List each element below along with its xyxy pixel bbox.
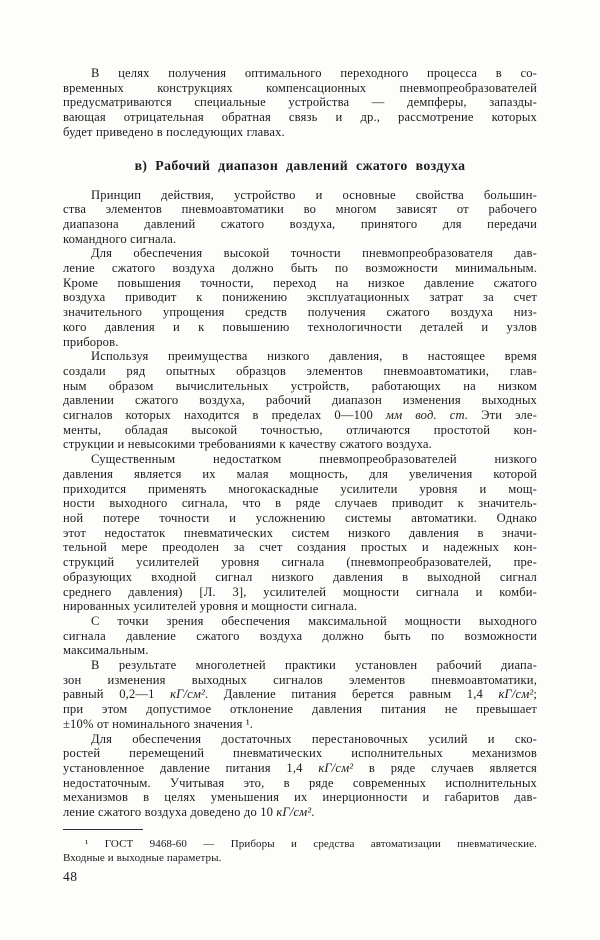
text-line: ление сжатого воздуха должно быть по возможности минимальным. (63, 261, 537, 276)
text-line: ным образом вычислительных устройств, работающих на низком (63, 378, 537, 393)
text-line: диапазона давлений сжатого воздуха, принятого для передачи (63, 216, 537, 231)
text-line: Существенным недостатком пневмопреобразователей низкого (91, 452, 537, 467)
text-line: приборов. (63, 334, 119, 349)
section-heading: в) Рабочий диапазон давлений сжатого воздуха (134, 157, 466, 173)
text-line: этот недостаток пневматических систем низкого давления в значи- (63, 525, 537, 540)
text-line: установленное давление питания 1,4 кГ/см² в ряде случаев является (63, 760, 537, 775)
text-line: значительного упрощения средств получения сжатого воздуха низ- (63, 305, 537, 320)
text-line: зон изменения выходных сигналов элементов пневмоавтоматики, (63, 672, 537, 687)
text-line: Для обеспечения достаточных перестановочных усилий и ско- (91, 731, 537, 746)
text-line: ности выходного сигнала, что в ряде случаев приводит к значитель- (63, 496, 537, 511)
text-line: Кроме повышения точности, переход на низкое давление сжатого (63, 275, 537, 290)
text-line: тельной мере преодолен за счет создания простых и надежных кон- (63, 540, 537, 555)
text-line: равный 0,2—1 кГ/см². Давление питания берется равным 1,4 кГ/см²; (63, 687, 537, 702)
paragraph-low-pressure-advantages (63, 349, 537, 452)
text-line: временных конструкциях компенсационных пневмопреобразователей (63, 80, 537, 95)
text-line: кого давления и к повышению технологичности деталей и узлов (63, 319, 537, 334)
text-line: В результате многолетней практики установлен рабочий диапа- (91, 658, 537, 673)
text-line: нированных усилителей уровня и мощности сигнала. (63, 599, 358, 614)
text-line: В целях получения оптимального переходного процесса в со- (91, 66, 537, 80)
text-line: давления является их малая мощность, для увеличения которой (63, 466, 537, 481)
text-line: воздуха приводит к понижению эксплуатационных затрат за счет (63, 290, 537, 305)
text-line: недостаточным. Учитывая это, в ряде современных исполнительных (63, 775, 537, 790)
paragraph-actuators (63, 732, 537, 820)
text-line: максимальным. (63, 643, 149, 658)
text-line: создали ряд опытных образцов элементов пневмоавтоматики, глав- (63, 363, 537, 378)
paragraph-principle (63, 188, 537, 247)
paragraph-intro (63, 66, 537, 140)
text-line: образующих входной сигнал низкого давления в выходной сигнал (63, 569, 537, 584)
text-line: менты, обладая высокой точностью, отличаются простотой кон- (63, 422, 537, 437)
text-line: Входные и выходные параметры. (63, 851, 222, 864)
text-line: приходится применять многокаскадные усилители уровня и мощ- (63, 481, 537, 496)
text-line: при этом допустимое отклонение давления питания не превышает (63, 702, 537, 717)
text-line: струкции и невысокими требованиями к качеству сжатого воздуха. (63, 437, 432, 452)
text-line: предусматриваются специальные устройства — демпферы, запазды- (63, 95, 537, 110)
text-line: ной потере точности и усложнению системы автоматики. Однако (63, 510, 537, 525)
text-line: командного сигнала. (63, 231, 177, 246)
text-line: Для обеспечения высокой точности пневмопреобразователя дав- (91, 246, 537, 261)
text-line: сигнала давление сжатого воздуха должно быть по возможности (63, 628, 537, 643)
text-line: механизмов в целях уменьшения их инерционности и габаритов дав- (63, 790, 537, 805)
text-line: ¹ ГОСТ 9468-60 — Приборы и средства автоматизации пневматические. (85, 837, 537, 850)
paragraph-working-range (63, 658, 537, 732)
text-line: Принцип действия, устройство и основные свойства большин- (91, 187, 537, 202)
text-line: вающая отрицательная обратная связь и др., рассмотрение которых (63, 110, 537, 125)
page-number: 48 (63, 868, 78, 884)
paragraph-accuracy (63, 246, 537, 349)
text-line: ства элементов пневмоавтоматики во многом зависят от рабочего (63, 202, 537, 217)
text-line: давлении сжатого воздуха, рабочий диапазон изменения выходных (63, 393, 537, 408)
text-line: струкций усилителей уровня сигнала (пневмопреобразователей, пре- (63, 555, 537, 570)
text-line: ±10% от номинального значения ¹. (63, 716, 254, 731)
footnote-rule (63, 829, 143, 830)
text-line: Используя преимущества низкого давления, в настоящее время (91, 349, 537, 364)
paragraph-low-pressure-drawback (63, 452, 537, 614)
text-line: С точки зрения обеспечения максимальной мощности выходного (91, 613, 537, 628)
text-line: среднего давления) [Л. 3], усилителей мощности сигнала и комби- (63, 584, 537, 599)
paragraph-max-power (63, 614, 537, 658)
footnote (63, 837, 537, 865)
text-line: ростей перемещений пневматических исполнительных механизмов (63, 746, 537, 761)
text-line: сигналов которых находится в пределах 0—100 мм вод. ст. Эти эле- (63, 408, 537, 423)
text-line: будет приведено в последующих главах. (63, 124, 285, 139)
text-column (63, 66, 537, 884)
text-line: ление сжатого воздуха доведено до 10 кГ/см². (63, 805, 315, 820)
